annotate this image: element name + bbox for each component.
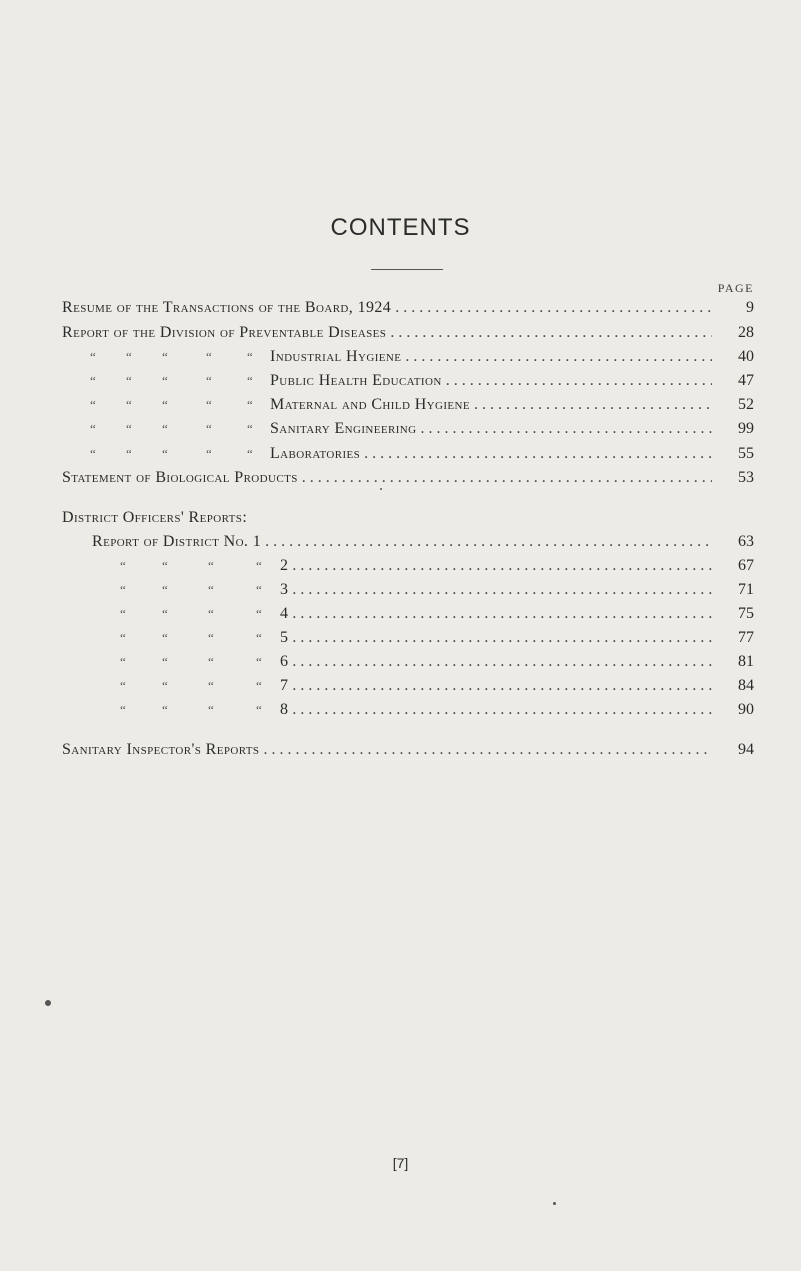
page-number: [7] — [392, 1155, 409, 1171]
ditto-mark: “ — [162, 421, 169, 436]
district-entry[interactable] — [0, 627, 801, 649]
district-entry-label: 5 . . . — [280, 627, 712, 649]
toc-entry-page: 99 — [738, 420, 754, 437]
ditto-mark: “ — [120, 678, 127, 693]
ditto-mark: “ — [247, 421, 254, 436]
ditto-mark: “ — [208, 654, 215, 669]
district-entry-label: 4 . . . — [280, 603, 712, 625]
toc-entry[interactable] — [0, 370, 801, 392]
ditto-mark: “ — [120, 654, 127, 669]
ditto-mark: “ — [208, 702, 215, 717]
district-entry-page: 84 — [738, 677, 754, 694]
toc-entry-label: Maternal and Child Hygiene . . . — [270, 394, 712, 416]
ditto-mark: “ — [120, 630, 127, 645]
district-entry-label: 3 . . . — [280, 579, 712, 601]
district-entry[interactable] — [0, 603, 801, 625]
district-entry-page: 67 — [738, 557, 754, 574]
ditto-mark: “ — [247, 446, 254, 461]
district-entry-label: 6 . . . — [280, 651, 712, 673]
ditto-mark: “ — [256, 702, 263, 717]
page-column-label: PAGE — [717, 281, 754, 295]
ditto-mark: “ — [206, 349, 213, 364]
toc-entry[interactable] — [0, 467, 801, 489]
district-entry[interactable] — [0, 579, 801, 601]
ditto-mark: “ — [208, 606, 215, 621]
toc-entry[interactable] — [0, 443, 801, 465]
ditto-mark: “ — [256, 654, 263, 669]
ditto-mark: “ — [90, 446, 97, 461]
paper-speck — [553, 1202, 556, 1205]
ditto-mark: “ — [162, 373, 169, 388]
district-entry[interactable] — [0, 699, 801, 721]
district-entry[interactable] — [0, 531, 801, 553]
title-rule — [371, 269, 443, 270]
ditto-mark: “ — [120, 558, 127, 573]
ditto-mark: “ — [247, 373, 254, 388]
toc-entry-page: 55 — [738, 445, 754, 462]
ditto-mark: “ — [247, 397, 254, 412]
ditto-mark: “ — [90, 373, 97, 388]
toc-entry[interactable] — [0, 322, 801, 344]
ditto-mark: “ — [208, 582, 215, 597]
toc-entry-page: 9 — [746, 299, 754, 316]
district-entry[interactable] — [0, 675, 801, 697]
toc-entry-label: Laboratories . . . — [270, 443, 712, 465]
ditto-mark: “ — [162, 678, 169, 693]
ditto-mark: “ — [162, 349, 169, 364]
toc-entry-page: 53 — [738, 469, 754, 486]
district-entry-page: 90 — [738, 701, 754, 718]
toc-entry-label: Sanitary Inspector's Reports . . . — [62, 739, 712, 761]
ditto-mark: “ — [126, 397, 133, 412]
district-heading: District Officers' Reports: — [62, 509, 248, 526]
toc-entry[interactable] — [0, 394, 801, 416]
toc-entry-label: Statement of Biological Products . . . — [62, 467, 712, 489]
ditto-mark: “ — [90, 349, 97, 364]
ditto-mark: “ — [256, 678, 263, 693]
district-entry[interactable] — [0, 651, 801, 673]
ditto-mark: “ — [126, 373, 133, 388]
ditto-mark: “ — [126, 446, 133, 461]
ditto-mark: “ — [90, 421, 97, 436]
ditto-mark: “ — [120, 702, 127, 717]
ditto-mark: “ — [206, 373, 213, 388]
ditto-mark: “ — [162, 582, 169, 597]
paper-speck — [45, 1000, 51, 1006]
toc-entry[interactable] — [0, 346, 801, 368]
ditto-mark: “ — [256, 630, 263, 645]
ditto-mark: “ — [256, 606, 263, 621]
paper-speck — [380, 488, 382, 490]
ditto-mark: “ — [120, 582, 127, 597]
toc-entry-page: 47 — [738, 372, 754, 389]
ditto-mark: “ — [162, 446, 169, 461]
district-entry-page: 77 — [738, 629, 754, 646]
ditto-mark: “ — [208, 558, 215, 573]
ditto-mark: “ — [126, 421, 133, 436]
ditto-mark: “ — [162, 558, 169, 573]
ditto-mark: “ — [120, 606, 127, 621]
toc-entry-label: Report of the Division of Preventable Diseases . . . — [62, 322, 712, 344]
district-entry-page: 75 — [738, 605, 754, 622]
page-title: CONTENTS — [330, 214, 471, 241]
ditto-mark: “ — [162, 630, 169, 645]
toc-entry[interactable] — [0, 739, 801, 761]
toc-entry-label: Resume of the Transactions of the Board, 1924 . . . — [62, 297, 712, 319]
ditto-mark: “ — [247, 349, 254, 364]
ditto-mark: “ — [162, 702, 169, 717]
ditto-mark: “ — [208, 630, 215, 645]
district-entry-label: 7 . . . — [280, 675, 712, 697]
toc-entry[interactable] — [0, 418, 801, 440]
district-entry-page: 63 — [738, 533, 754, 550]
ditto-mark: “ — [206, 421, 213, 436]
ditto-mark: “ — [90, 397, 97, 412]
ditto-mark: “ — [206, 397, 213, 412]
toc-entry[interactable] — [0, 297, 801, 319]
toc-entry-page: 40 — [738, 348, 754, 365]
ditto-mark: “ — [162, 397, 169, 412]
district-entry[interactable] — [0, 555, 801, 577]
district-entry-label: 2 . . . — [280, 555, 712, 577]
district-entry-page: 71 — [738, 581, 754, 598]
toc-entry-page: 94 — [738, 741, 754, 758]
district-entry-label: 8 . . . — [280, 699, 712, 721]
ditto-mark: “ — [162, 606, 169, 621]
ditto-mark: “ — [206, 446, 213, 461]
district-entry-page: 81 — [738, 653, 754, 670]
toc-entry-page: 52 — [738, 396, 754, 413]
toc-entry-label: Industrial Hygiene . . . — [270, 346, 712, 368]
toc-entry-page: 28 — [738, 324, 754, 341]
ditto-mark: “ — [256, 582, 263, 597]
ditto-mark: “ — [162, 654, 169, 669]
toc-entry-label: Public Health Education . . . — [270, 370, 712, 392]
toc-entry-label: Sanitary Engineering . . . — [270, 418, 712, 440]
district-entry-label: Report of District No. 1 . . . — [92, 531, 712, 553]
ditto-mark: “ — [126, 349, 133, 364]
ditto-mark: “ — [256, 558, 263, 573]
ditto-mark: “ — [208, 678, 215, 693]
